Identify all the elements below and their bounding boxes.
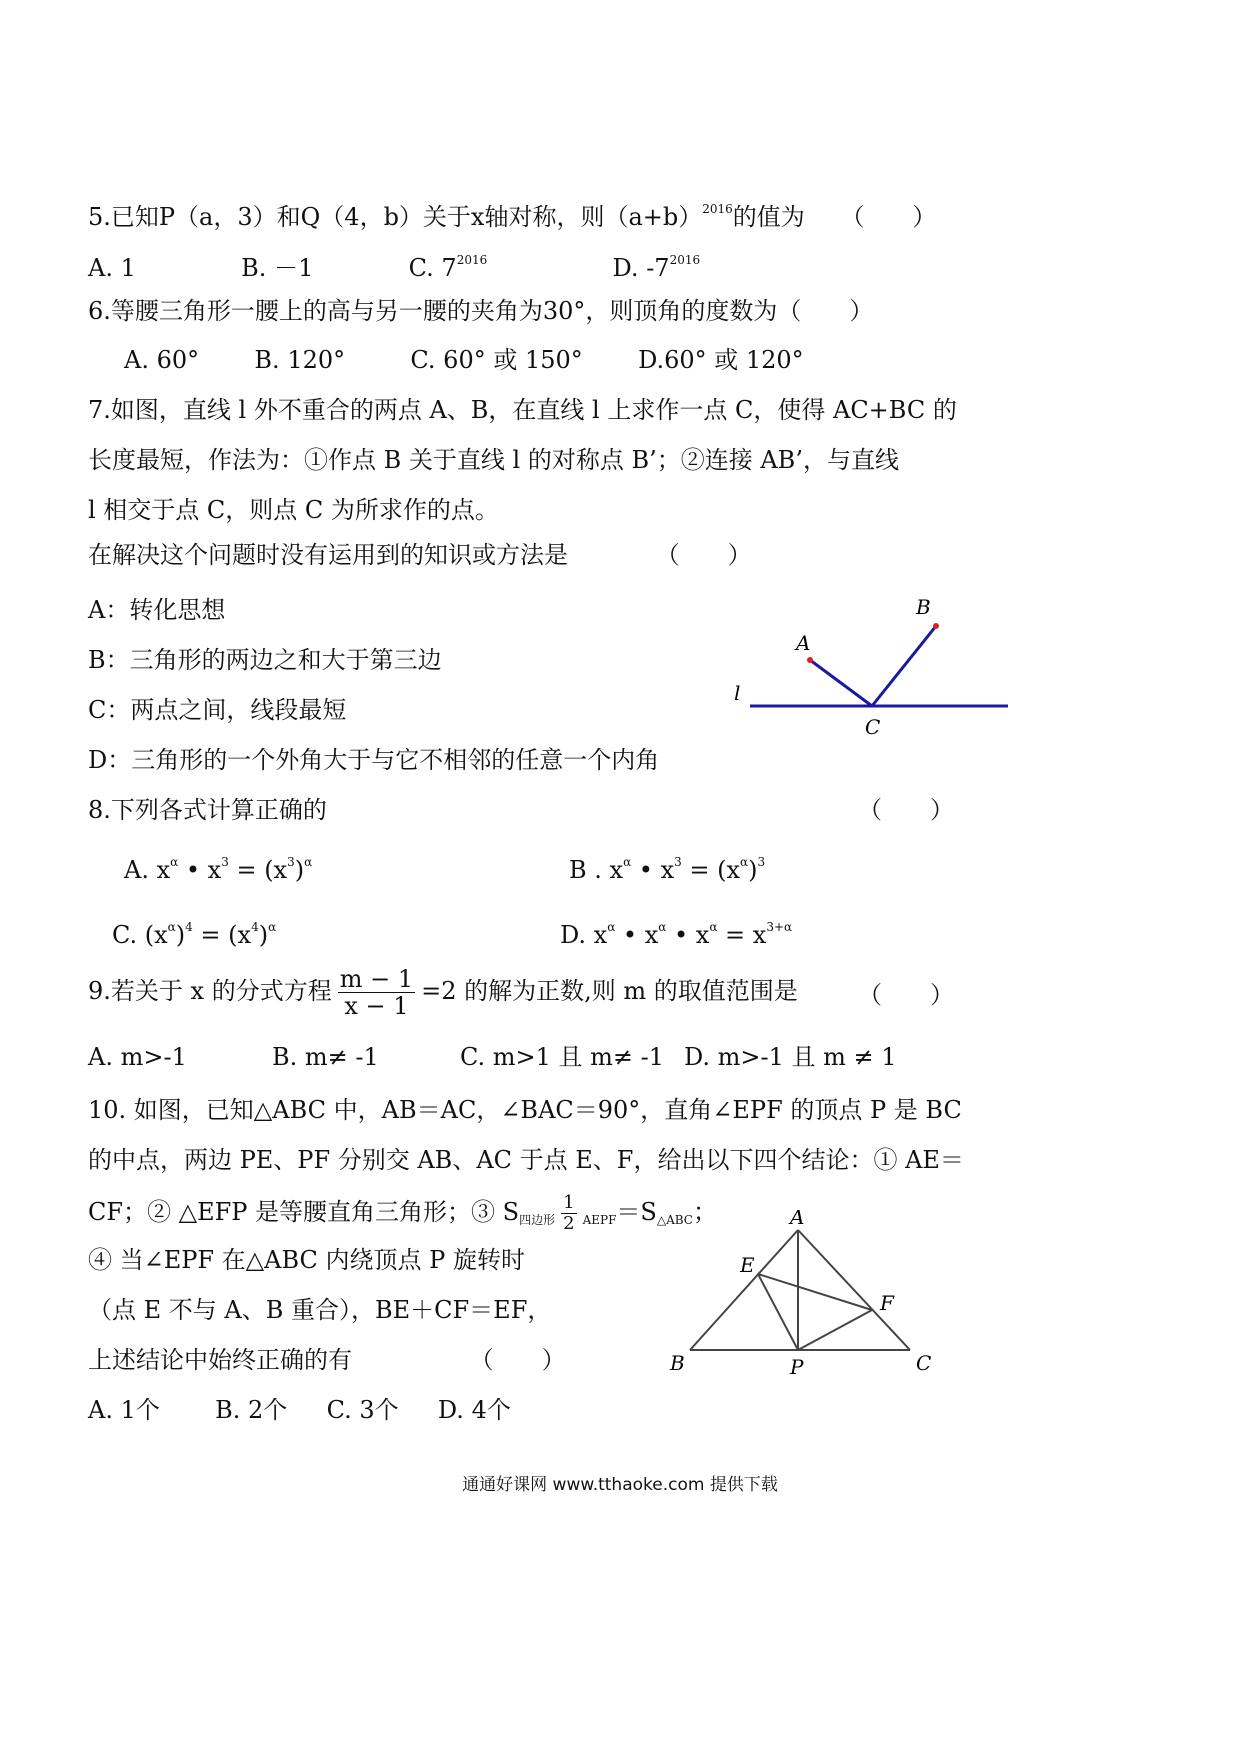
label-c: C bbox=[865, 715, 881, 739]
q8-row2 bbox=[112, 910, 793, 952]
q8-option-c: C. $(x^\alpha)^4 = (x^4)^\alpha$ bbox=[112, 920, 277, 949]
q6-stem: 6.等腰三角形一腰上的高与另一腰的夹角为30°，则顶角的度数为（ ） bbox=[88, 297, 874, 325]
label-a: A bbox=[790, 1210, 805, 1229]
q5-options: A. 1 B. －1 C. $7^{2016}$ D. $-7^{2016}$ bbox=[88, 253, 701, 282]
segment-ac bbox=[810, 660, 872, 706]
label-l: l bbox=[734, 681, 741, 705]
label-p: P bbox=[790, 1355, 804, 1379]
point-a bbox=[807, 657, 813, 663]
q8-option-a: A. $x^\alpha$ • $x^3 = (x^3)^\alpha$ bbox=[124, 855, 313, 884]
q8-option-d: D. $x^\alpha$ • $x^\alpha$ • $x^\alpha = x^{3+\alpha}$ bbox=[560, 920, 793, 949]
label-b: B bbox=[916, 595, 931, 619]
q10-line3: CF；② △EFP 是等腰直角三角形；③ $S_{四边形}$ $\frac{1}{2}$ $_{AEPF}=S_{\triangle ABC}$； bbox=[88, 1192, 717, 1234]
q10-line2: 的中点，两边 PE、PF 分别交 AB、AC 于点 E、F，给出以下四个结论：① AE＝ bbox=[88, 1146, 964, 1174]
q7-option-d: D：三角形的一个外角大于与它不相邻的任意一个内角 bbox=[88, 746, 660, 774]
q7-line3: l 相交于点 C，则点 C 为所求作的点。 bbox=[88, 496, 499, 524]
q6-options: A. 60° B. 120° C. 60° 或 150° D.60° 或 120° bbox=[124, 346, 804, 374]
label-a: A bbox=[796, 631, 811, 655]
q9-stem: 9.若关于 x 的分式方程 $\frac{m - 1}{x - 1}$ =2 的解为正数,则 m 的取值范围是 （ ） bbox=[88, 965, 954, 1020]
point-b bbox=[933, 623, 939, 629]
q10-line1: 10. 如图，已知△ABC 中，AB＝AC，∠BAC＝90°，直角∠EPF 的顶点 P 是 BC bbox=[88, 1096, 962, 1124]
q7-option-b: B：三角形的两边之和大于第三边 bbox=[88, 646, 442, 674]
q8-option-b: B . $x^\alpha$ • $x^3 = (x^\alpha)^3$ bbox=[569, 855, 766, 884]
q7-option-a: A：转化思想 bbox=[88, 596, 226, 624]
q8-stem: 8.下列各式计算正确的 （ ） bbox=[88, 796, 954, 824]
footer: 通通好课网 www.tthaoke.com 提供下载 bbox=[462, 1475, 778, 1495]
q9-fraction: $\frac{m - 1}{x - 1}$ bbox=[339, 965, 414, 1020]
q7-question: 在解决这个问题时没有运用到的知识或方法是 （ ） bbox=[88, 541, 752, 569]
label-e: E bbox=[740, 1253, 755, 1277]
q9-options: A. m>-1 B. m≠ -1 C. m>1 且 m≠ -1 D. m>-1 且 m ≠ 1 bbox=[88, 1043, 897, 1071]
label-b: B bbox=[670, 1351, 685, 1375]
q10-line6: 上述结论中始终正确的有 （ ） bbox=[88, 1346, 566, 1374]
label-c: C bbox=[916, 1351, 932, 1375]
q7-figure bbox=[720, 590, 1020, 740]
q5-stem: 5.已知P（a，3）和Q（4，b）关于x轴对称，则$(a+b)^{2016}$的值为 （ ） bbox=[88, 202, 937, 231]
q10-figure bbox=[660, 1210, 950, 1380]
q8-row1 bbox=[124, 845, 766, 887]
q10-line4: ④ 当∠EPF 在△ABC 内绕顶点 P 旋转时 bbox=[88, 1246, 525, 1274]
q10-line5: （点 E 不与 A、B 重合），BE＋CF＝EF， bbox=[88, 1296, 552, 1324]
segment-bc bbox=[872, 626, 936, 706]
q7-line2: 长度最短，作法为：①作点 B 关于直线 l 的对称点 B’；②连接 AB’，与直线 bbox=[88, 446, 899, 474]
label-f: F bbox=[880, 1291, 894, 1315]
q7-option-c: C：两点之间，线段最短 bbox=[88, 696, 347, 724]
q10-options: A. 1个 B. 2个 C. 3个 D. 4个 bbox=[88, 1396, 511, 1424]
q7-line1: 7.如图，直线 l 外不重合的两点 A、B，在直线 l 上求作一点 C，使得 AC+BC 的 bbox=[88, 396, 957, 424]
